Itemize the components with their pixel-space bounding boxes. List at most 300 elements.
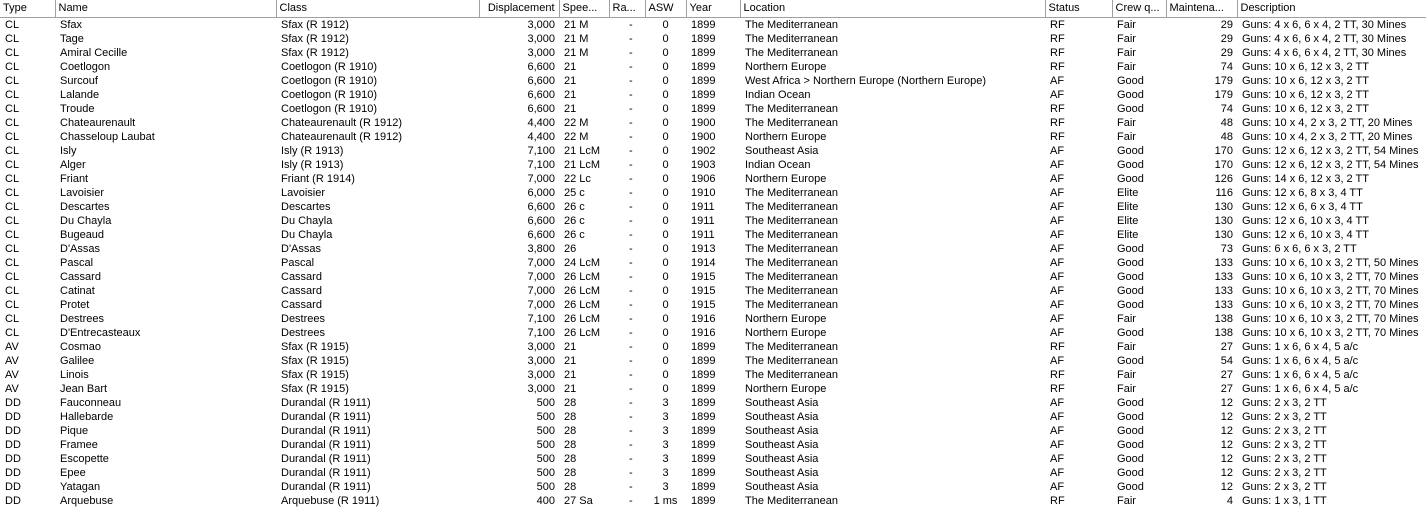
cell-year: 1916 — [691, 327, 716, 339]
cell-maintenance: 4 — [1226, 495, 1233, 507]
cell-class: Sfax (R 1915) — [281, 355, 349, 367]
cell-name: Lalande — [60, 89, 100, 101]
column-header-type[interactable]: Type — [0, 0, 55, 18]
cell-year: 1916 — [691, 313, 716, 325]
cell-status: AF — [1050, 285, 1065, 297]
cell-maintenance: 12 — [1220, 439, 1233, 451]
cell-asw: 0 — [662, 61, 669, 73]
cell-type: DD — [5, 411, 21, 423]
cell-class: Durandal (R 1911) — [281, 439, 371, 451]
cell-speed: 26 c — [564, 201, 585, 213]
cell-crew: Elite — [1117, 229, 1139, 241]
cell-maintenance: 130 — [1214, 229, 1233, 241]
cell-crew: Good — [1117, 481, 1144, 493]
cell-location: The Mediterranean — [745, 201, 838, 213]
cell-location: Northern Europe — [745, 313, 827, 325]
cell-type: CL — [5, 19, 20, 31]
cell-location: The Mediterranean — [745, 243, 838, 255]
ship-row[interactable] — [0, 452, 1426, 466]
cell-year: 1903 — [691, 159, 716, 171]
cell-type: CL — [5, 47, 20, 59]
cell-maintenance: 12 — [1220, 467, 1233, 479]
cell-type: CL — [5, 131, 20, 143]
cell-location: Southeast Asia — [745, 411, 819, 423]
cell-type: AV — [5, 341, 19, 353]
ship-row[interactable] — [0, 312, 1426, 326]
cell-asw: 3 — [662, 411, 669, 423]
cell-speed: 21 LcM — [564, 159, 601, 171]
cell-speed: 28 — [564, 397, 577, 409]
cell-class: Destrees — [281, 313, 326, 325]
ship-row[interactable] — [0, 494, 1426, 508]
column-header-maintenance[interactable]: Maintena... — [1166, 0, 1237, 18]
cell-description: Guns: 12 x 6, 6 x 3, 4 TT — [1242, 201, 1363, 213]
cell-class: Durandal (R 1911) — [281, 467, 371, 479]
column-header-row — [0, 0, 1426, 18]
cell-range: - — [629, 103, 633, 115]
cell-range: - — [629, 61, 633, 73]
cell-speed: 28 — [564, 467, 577, 479]
cell-crew: Fair — [1117, 47, 1136, 59]
cell-displacement: 500 — [536, 397, 555, 409]
cell-asw: 0 — [662, 145, 669, 157]
cell-name: Arquebuse — [60, 495, 114, 507]
ship-row[interactable] — [0, 410, 1426, 424]
cell-crew: Good — [1117, 89, 1144, 101]
cell-name: Surcouf — [60, 75, 98, 87]
cell-crew: Fair — [1117, 131, 1136, 143]
cell-maintenance: 73 — [1220, 243, 1233, 255]
cell-displacement: 3,000 — [527, 19, 555, 31]
cell-displacement: 6,600 — [527, 201, 555, 213]
cell-status: AF — [1050, 271, 1065, 283]
cell-asw: 3 — [662, 425, 669, 437]
ship-row[interactable] — [0, 158, 1426, 172]
column-header-crew[interactable]: Crew q... — [1112, 0, 1166, 18]
cell-speed: 26 — [564, 243, 577, 255]
cell-name: Yatagan — [60, 481, 101, 493]
cell-asw: 0 — [662, 159, 669, 171]
ship-row[interactable] — [0, 46, 1426, 60]
cell-name: Descartes — [60, 201, 110, 213]
column-header-range[interactable]: Ra... — [609, 0, 645, 18]
cell-range: - — [629, 299, 633, 311]
cell-type: CL — [5, 145, 20, 157]
cell-crew: Good — [1117, 285, 1144, 297]
cell-location: The Mediterranean — [745, 117, 838, 129]
ship-row[interactable] — [0, 270, 1426, 284]
cell-location: Northern Europe — [745, 61, 827, 73]
ship-row[interactable] — [0, 102, 1426, 116]
cell-name: Fauconneau — [60, 397, 122, 409]
cell-range: - — [629, 159, 633, 171]
cell-asw: 0 — [662, 355, 669, 367]
cell-location: Northern Europe — [745, 383, 827, 395]
cell-name: Coetlogon — [60, 61, 111, 73]
cell-location: The Mediterranean — [745, 187, 838, 199]
cell-location: The Mediterranean — [745, 299, 838, 311]
ship-row[interactable] — [0, 354, 1426, 368]
ship-row[interactable] — [0, 298, 1426, 312]
ship-row[interactable] — [0, 32, 1426, 46]
ship-row[interactable] — [0, 200, 1426, 214]
cell-asw: 0 — [662, 383, 669, 395]
cell-status: AF — [1050, 159, 1065, 171]
cell-crew: Fair — [1117, 61, 1136, 73]
cell-name: Escopette — [60, 453, 109, 465]
cell-crew: Good — [1117, 355, 1144, 367]
cell-displacement: 3,000 — [527, 47, 555, 59]
cell-maintenance: 133 — [1214, 285, 1233, 297]
column-header-name[interactable]: Name — [55, 0, 276, 18]
column-header-description[interactable]: Description — [1237, 0, 1426, 18]
cell-class: Friant (R 1914) — [281, 173, 355, 185]
cell-displacement: 500 — [536, 439, 555, 451]
ship-row[interactable] — [0, 60, 1426, 74]
column-header-displacement[interactable]: Displacement — [479, 0, 559, 18]
cell-type: CL — [5, 243, 20, 255]
cell-name: Du Chayla — [60, 215, 112, 227]
cell-name: Cassard — [60, 271, 101, 283]
cell-type: CL — [5, 299, 20, 311]
cell-class: Arquebuse (R 1911) — [281, 495, 380, 507]
cell-crew: Fair — [1117, 33, 1136, 45]
cell-year: 1911 — [691, 229, 715, 241]
cell-status: AF — [1050, 397, 1065, 409]
ship-row[interactable] — [0, 242, 1426, 256]
cell-year: 1911 — [691, 201, 715, 213]
column-header-speed[interactable]: Spee... — [559, 0, 609, 18]
cell-asw: 0 — [662, 89, 669, 101]
cell-description: Guns: 2 x 3, 2 TT — [1242, 397, 1327, 409]
cell-displacement: 3,000 — [527, 383, 555, 395]
cell-displacement: 500 — [536, 453, 555, 465]
cell-displacement: 6,600 — [527, 229, 555, 241]
cell-description: Guns: 12 x 6, 12 x 3, 2 TT, 54 Mines — [1242, 145, 1419, 157]
cell-displacement: 500 — [536, 467, 555, 479]
cell-displacement: 3,800 — [527, 243, 555, 255]
column-header-location[interactable]: Location — [740, 0, 1045, 18]
cell-year: 1899 — [691, 369, 716, 381]
cell-crew: Fair — [1117, 369, 1136, 381]
cell-maintenance: 133 — [1214, 299, 1233, 311]
cell-speed: 21 — [564, 383, 577, 395]
cell-range: - — [629, 201, 633, 213]
cell-type: AV — [5, 355, 19, 367]
cell-maintenance: 138 — [1214, 327, 1233, 339]
cell-name: Sfax — [60, 19, 83, 31]
ship-row[interactable] — [0, 74, 1426, 88]
cell-name: Jean Bart — [60, 383, 108, 395]
cell-year: 1899 — [691, 495, 716, 507]
cell-description: Guns: 10 x 6, 10 x 3, 2 TT, 70 Mines — [1242, 313, 1419, 325]
cell-displacement: 6,600 — [527, 61, 555, 73]
cell-speed: 28 — [564, 439, 577, 451]
cell-speed: 22 Lc — [564, 173, 591, 185]
cell-description: Guns: 2 x 3, 2 TT — [1242, 439, 1327, 451]
cell-year: 1899 — [691, 341, 716, 353]
cell-range: - — [629, 313, 633, 325]
cell-class: Descartes — [281, 201, 331, 213]
cell-year: 1899 — [691, 453, 716, 465]
cell-speed: 21 LcM — [564, 145, 601, 157]
cell-status: AF — [1050, 425, 1065, 437]
cell-crew: Fair — [1117, 495, 1136, 507]
cell-year: 1911 — [691, 215, 715, 227]
cell-year: 1899 — [691, 383, 716, 395]
cell-description: Guns: 1 x 6, 6 x 4, 5 a/c — [1242, 341, 1359, 353]
cell-asw: 0 — [662, 257, 669, 269]
cell-year: 1914 — [691, 257, 716, 269]
cell-crew: Good — [1117, 425, 1144, 437]
cell-maintenance: 12 — [1220, 453, 1233, 465]
cell-status: RF — [1050, 341, 1065, 353]
cell-status: RF — [1050, 131, 1065, 143]
cell-speed: 26 c — [564, 229, 585, 241]
cell-type: CL — [5, 173, 20, 185]
cell-speed: 26 LcM — [564, 313, 601, 325]
cell-status: AF — [1050, 215, 1065, 227]
cell-class: Sfax (R 1912) — [281, 19, 349, 31]
cell-maintenance: 179 — [1214, 75, 1233, 87]
cell-description: Guns: 1 x 6, 6 x 4, 5 a/c — [1242, 369, 1359, 381]
cell-status: RF — [1050, 33, 1065, 45]
cell-description: Guns: 2 x 3, 2 TT — [1242, 411, 1327, 423]
cell-location: Southeast Asia — [745, 425, 819, 437]
cell-status: RF — [1050, 383, 1065, 395]
cell-year: 1902 — [691, 145, 716, 157]
cell-year: 1899 — [691, 439, 716, 451]
cell-location: Northern Europe — [745, 327, 827, 339]
cell-speed: 27 Sa — [564, 495, 593, 507]
cell-description: Guns: 4 x 6, 6 x 4, 2 TT, 30 Mines — [1242, 19, 1407, 31]
cell-range: - — [629, 33, 633, 45]
cell-type: CL — [5, 61, 20, 73]
cell-maintenance: 12 — [1220, 425, 1233, 437]
cell-status: RF — [1050, 19, 1065, 31]
cell-asw: 0 — [662, 103, 669, 115]
column-header-class[interactable]: Class — [276, 0, 479, 18]
ship-row[interactable] — [0, 88, 1426, 102]
cell-status: AF — [1050, 173, 1065, 185]
cell-asw: 3 — [662, 397, 669, 409]
cell-name: D'Entrecasteaux — [60, 327, 141, 339]
ship-row[interactable] — [0, 382, 1426, 396]
cell-description: Guns: 2 x 3, 2 TT — [1242, 467, 1327, 479]
cell-status: AF — [1050, 243, 1065, 255]
cell-class: Durandal (R 1911) — [281, 397, 371, 409]
ship-row[interactable] — [0, 368, 1426, 382]
cell-displacement: 6,600 — [527, 215, 555, 227]
cell-crew: Elite — [1117, 215, 1139, 227]
cell-status: RF — [1050, 61, 1065, 73]
cell-crew: Elite — [1117, 187, 1139, 199]
cell-class: Sfax (R 1912) — [281, 33, 349, 45]
cell-year: 1899 — [691, 61, 716, 73]
cell-asw: 0 — [662, 369, 669, 381]
cell-crew: Good — [1117, 411, 1144, 423]
cell-status: AF — [1050, 481, 1065, 493]
cell-range: - — [629, 19, 633, 31]
cell-description: Guns: 12 x 6, 8 x 3, 4 TT — [1242, 187, 1363, 199]
ship-row[interactable] — [0, 256, 1426, 270]
cell-speed: 28 — [564, 453, 577, 465]
cell-asw: 0 — [662, 201, 669, 213]
cell-description: Guns: 10 x 6, 10 x 3, 2 TT, 70 Mines — [1242, 285, 1419, 297]
ship-row[interactable] — [0, 480, 1426, 494]
ship-row[interactable] — [0, 130, 1426, 144]
cell-type: DD — [5, 397, 21, 409]
cell-type: CL — [5, 257, 20, 269]
ship-row[interactable] — [0, 228, 1426, 242]
cell-type: AV — [5, 369, 19, 381]
cell-class: Chateaurenault (R 1912) — [281, 131, 403, 143]
cell-class: D'Assas — [281, 243, 321, 255]
cell-class: Coetlogon (R 1910) — [281, 103, 378, 115]
cell-type: CL — [5, 201, 20, 213]
column-header-year[interactable]: Year — [686, 0, 740, 18]
column-header-asw[interactable]: ASW — [645, 0, 686, 18]
cell-maintenance: 116 — [1215, 187, 1233, 199]
ship-row[interactable] — [0, 186, 1426, 200]
cell-description: Guns: 10 x 6, 12 x 3, 2 TT — [1242, 103, 1369, 115]
cell-year: 1899 — [691, 355, 716, 367]
cell-year: 1900 — [691, 131, 716, 143]
cell-crew: Good — [1117, 159, 1144, 171]
ship-row[interactable] — [0, 438, 1426, 452]
cell-crew: Good — [1117, 243, 1144, 255]
cell-type: CL — [5, 229, 20, 241]
cell-type: DD — [5, 439, 21, 451]
cell-year: 1915 — [691, 271, 716, 283]
cell-maintenance: 48 — [1220, 131, 1233, 143]
cell-year: 1899 — [691, 467, 716, 479]
cell-crew: Good — [1117, 173, 1144, 185]
ship-row[interactable] — [0, 284, 1426, 298]
cell-crew: Good — [1117, 397, 1144, 409]
cell-year: 1899 — [691, 19, 716, 31]
cell-year: 1900 — [691, 117, 716, 129]
cell-asw: 0 — [662, 271, 669, 283]
cell-displacement: 3,000 — [527, 341, 555, 353]
cell-description: Guns: 10 x 6, 12 x 3, 2 TT — [1242, 61, 1369, 73]
cell-speed: 21 — [564, 355, 577, 367]
cell-class: Pascal — [281, 257, 315, 269]
cell-maintenance: 170 — [1214, 159, 1233, 171]
cell-type: CL — [5, 285, 20, 297]
cell-maintenance: 74 — [1220, 103, 1233, 115]
cell-description: Guns: 10 x 6, 12 x 3, 2 TT — [1242, 75, 1369, 87]
ship-row[interactable] — [0, 116, 1426, 130]
cell-name: Framee — [60, 439, 98, 451]
cell-asw: 0 — [662, 243, 669, 255]
ship-row[interactable] — [0, 144, 1426, 158]
cell-class: Sfax (R 1915) — [281, 383, 349, 395]
cell-class: Durandal (R 1911) — [281, 411, 371, 423]
ship-row[interactable] — [0, 396, 1426, 410]
column-header-status[interactable]: Status — [1045, 0, 1112, 18]
ship-row[interactable] — [0, 424, 1426, 438]
cell-class: Cassard — [281, 285, 322, 297]
cell-crew: Good — [1117, 439, 1144, 451]
cell-status: AF — [1050, 229, 1065, 241]
cell-year: 1899 — [691, 75, 716, 87]
ship-row[interactable] — [0, 340, 1426, 354]
cell-status: AF — [1050, 299, 1065, 311]
cell-class: Isly (R 1913) — [281, 159, 344, 171]
cell-description: Guns: 12 x 6, 10 x 3, 4 TT — [1242, 229, 1369, 241]
ship-row[interactable] — [0, 172, 1426, 186]
ship-row[interactable] — [0, 18, 1426, 33]
cell-type: DD — [5, 495, 21, 507]
cell-crew: Good — [1117, 271, 1144, 283]
cell-location: The Mediterranean — [745, 285, 838, 297]
cell-crew: Good — [1117, 467, 1144, 479]
cell-range: - — [629, 411, 633, 423]
cell-asw: 3 — [662, 453, 669, 465]
cell-displacement: 7,000 — [527, 285, 555, 297]
cell-description: Guns: 1 x 6, 6 x 4, 5 a/c — [1242, 383, 1359, 395]
cell-type: CL — [5, 327, 20, 339]
cell-type: CL — [5, 33, 20, 45]
cell-year: 1906 — [691, 173, 716, 185]
cell-year: 1910 — [691, 187, 716, 199]
cell-speed: 28 — [564, 411, 577, 423]
cell-speed: 26 c — [564, 215, 585, 227]
cell-class: Du Chayla — [281, 215, 333, 227]
cell-displacement: 6,600 — [527, 89, 555, 101]
cell-range: - — [629, 271, 633, 283]
cell-name: Chasseloup Laubat — [60, 131, 155, 143]
cell-class: Destrees — [281, 327, 326, 339]
cell-displacement: 7,000 — [527, 299, 555, 311]
cell-asw: 3 — [662, 467, 669, 479]
cell-status: AF — [1050, 411, 1065, 423]
cell-location: Indian Ocean — [745, 159, 811, 171]
cell-displacement: 500 — [536, 411, 555, 423]
cell-year: 1915 — [691, 285, 716, 297]
cell-speed: 26 LcM — [564, 299, 601, 311]
cell-range: - — [629, 131, 633, 143]
cell-speed: 28 — [564, 425, 577, 437]
cell-location: The Mediterranean — [745, 215, 838, 227]
ship-row[interactable] — [0, 214, 1426, 228]
cell-description: Guns: 2 x 3, 2 TT — [1242, 453, 1327, 465]
cell-status: AF — [1050, 327, 1065, 339]
cell-range: - — [629, 243, 633, 255]
cell-speed: 26 LcM — [564, 327, 601, 339]
cell-status: AF — [1050, 145, 1065, 157]
cell-speed: 28 — [564, 481, 577, 493]
cell-name: Isly — [60, 145, 77, 157]
ship-row[interactable] — [0, 466, 1426, 480]
cell-class: Cassard — [281, 271, 322, 283]
cell-year: 1899 — [691, 411, 716, 423]
ship-row[interactable] — [0, 326, 1426, 340]
cell-name: Catinat — [60, 285, 95, 297]
cell-type: CL — [5, 313, 20, 325]
cell-description: Guns: 14 x 6, 12 x 3, 2 TT — [1242, 173, 1369, 185]
cell-asw: 0 — [662, 215, 669, 227]
cell-crew: Elite — [1117, 201, 1139, 213]
cell-name: Lavoisier — [60, 187, 105, 199]
cell-range: - — [629, 173, 633, 185]
cell-displacement: 6,600 — [527, 75, 555, 87]
cell-location: Northern Europe — [745, 173, 827, 185]
cell-year: 1899 — [691, 47, 716, 59]
cell-speed: 22 M — [564, 131, 589, 143]
cell-class: Coetlogon (R 1910) — [281, 61, 378, 73]
